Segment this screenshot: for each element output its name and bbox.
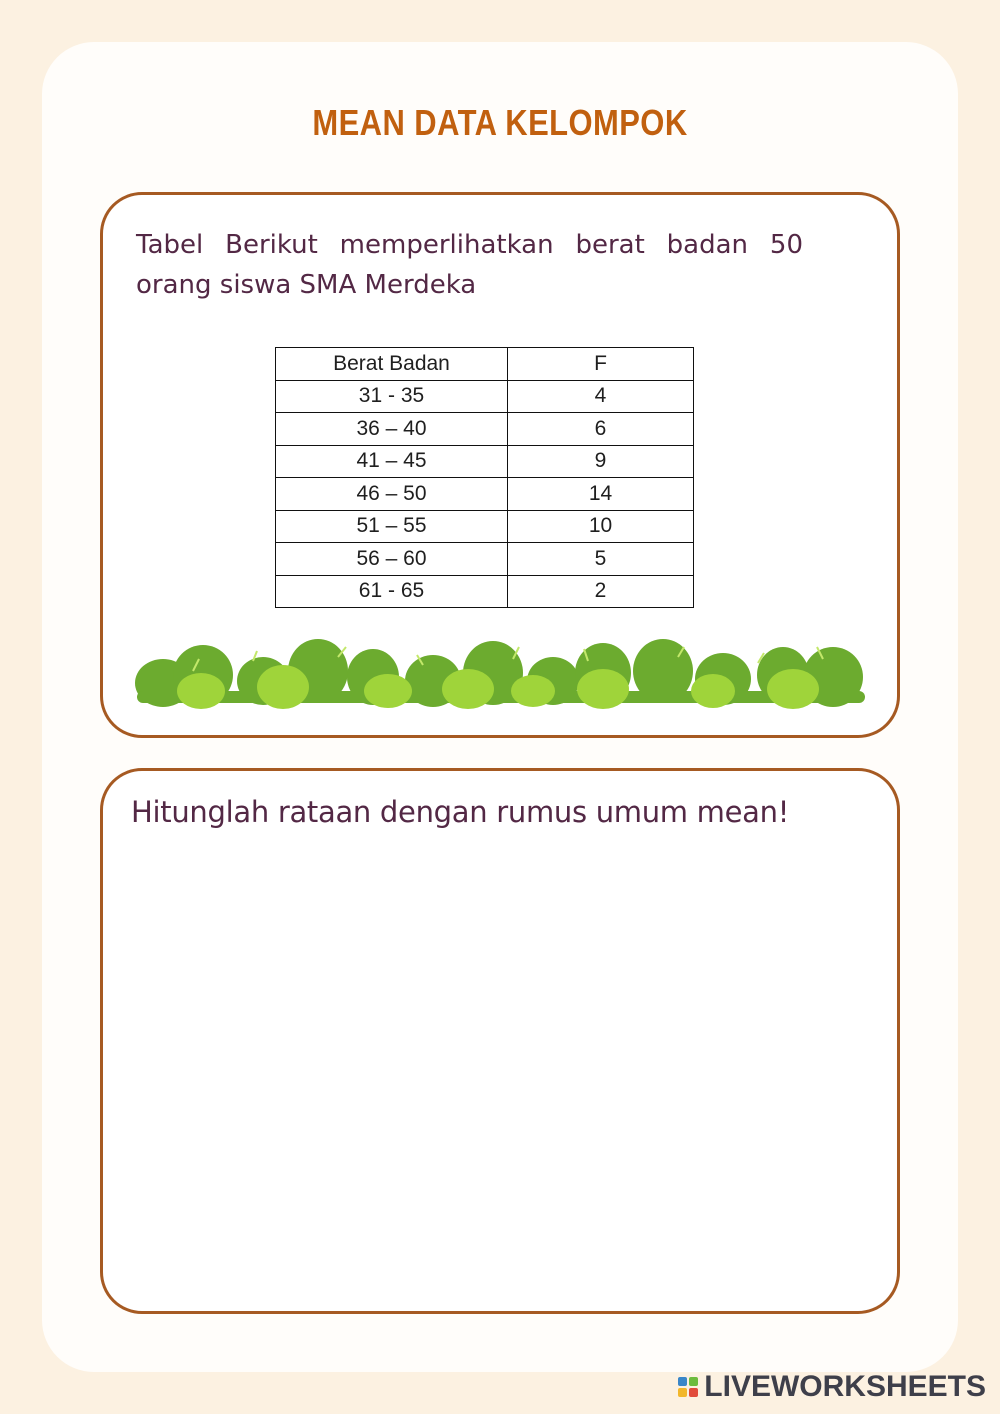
table-row xyxy=(276,380,694,413)
table-row xyxy=(276,445,694,478)
page-title: MEAN DATA KELOMPOK xyxy=(312,102,688,143)
table-row xyxy=(276,478,694,511)
frequency-cell: 5 xyxy=(508,543,694,576)
question-text: Hitunglah rataan dengan rumus umum mean! xyxy=(131,795,790,829)
weight-interval-cell: 31 - 35 xyxy=(276,380,508,413)
frequency-table xyxy=(275,347,694,608)
brand-text: LIVEWORKSHEETS xyxy=(704,1370,986,1403)
problem-box xyxy=(100,192,900,738)
column-header-frequency: F xyxy=(508,348,694,381)
table-row xyxy=(276,510,694,543)
column-header-weight: Berat Badan xyxy=(276,348,508,381)
weight-interval-cell: 36 – 40 xyxy=(276,413,508,446)
answer-box[interactable] xyxy=(100,768,900,1314)
frequency-cell: 9 xyxy=(508,445,694,478)
bushes-illustration xyxy=(133,631,869,711)
table-row xyxy=(276,413,694,446)
frequency-cell: 2 xyxy=(508,575,694,608)
frequency-cell: 14 xyxy=(508,478,694,511)
frequency-cell: 10 xyxy=(508,510,694,543)
weight-interval-cell: 46 – 50 xyxy=(276,478,508,511)
weight-interval-cell: 41 – 45 xyxy=(276,445,508,478)
frequency-cell: 4 xyxy=(508,380,694,413)
weight-interval-cell: 56 – 60 xyxy=(276,543,508,576)
table-row xyxy=(276,575,694,608)
table-header-row xyxy=(276,348,694,381)
weight-interval-cell: 51 – 55 xyxy=(276,510,508,543)
intro-text: Tabel Berikut memperlihatkan berat badan 50 orang siswa SMA Merdeka xyxy=(136,230,803,300)
liveworksheets-logo-icon xyxy=(678,1377,698,1397)
weight-interval-cell: 61 - 65 xyxy=(276,575,508,608)
liveworksheets-brand[interactable] xyxy=(678,1370,986,1404)
frequency-cell: 6 xyxy=(508,413,694,446)
table-row xyxy=(276,543,694,576)
